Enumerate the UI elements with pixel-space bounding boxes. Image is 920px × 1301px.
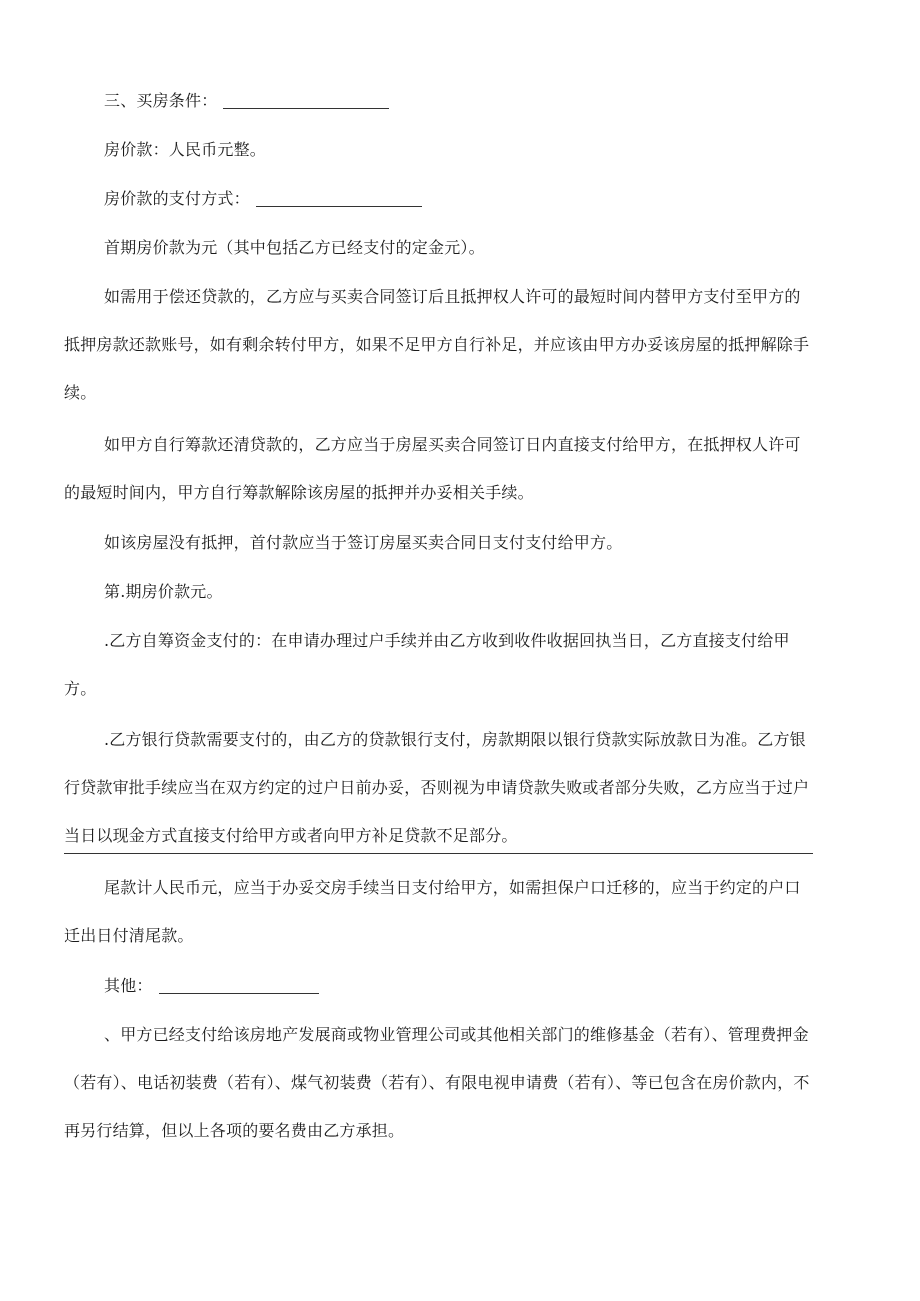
other-terms-blank <box>159 979 319 994</box>
bank-loan-paragraph: .乙方银行贷款需要支付的，由乙方的贷款银行支付，房款期限以银行贷款实际放款日为准。乙方银行贷款审批手续应当在双方约定的过户日前办妥，否则视为申请贷款失败或者部分失败，乙方应当于过户当日以现金方式直接支付给甲方或者向甲方补足贷款不足部分。 <box>64 730 810 845</box>
installment-paragraph: 第.期房价款元。 <box>104 582 223 601</box>
section-heading-purchase-conditions <box>64 77 816 125</box>
payment-method-blank <box>256 192 422 207</box>
section-heading-text: 三、买房条件： <box>104 91 218 110</box>
down-payment-paragraph: 首期房价款为元（其中包括乙方已经支付的定金元）。 <box>104 238 485 257</box>
price-paragraph: 房价款：人民币元整。 <box>104 140 267 159</box>
self-funded-repayment-paragraph: 如甲方自行筹款还清贷款的，乙方应当于房屋买卖合同签订日内直接支付给甲方，在抵押权人许可的最短时间内，甲方自行筹款解除该房屋的抵押并办妥相关手续。 <box>64 435 801 502</box>
self-funding-paragraph: .乙方自筹资金支付的：在申请办理过户手续并由乙方收到收件收据回执当日，乙方直接支付给甲方。 <box>64 631 790 698</box>
horizontal-divider <box>64 853 813 854</box>
other-terms-paragraph <box>64 962 816 1010</box>
final-payment-paragraph: 尾款计人民币元，应当于办妥交房手续当日支付给甲方，如需担保户口迁移的，应当于约定的户口迁出日付清尾款。 <box>64 878 801 945</box>
purchase-conditions-blank <box>223 94 389 109</box>
other-terms-text: 其他： <box>104 976 153 995</box>
no-mortgage-paragraph: 如该房屋没有抵押，首付款应当于签订房屋买卖合同日支付支付给甲方。 <box>104 533 623 552</box>
maintenance-fund-paragraph: 、甲方已经支付给该房地产发展商或物业管理公司或其他相关部门的维修基金（若有）、管理费押金（若有）、电话初装费（若有）、煤气初装费（若有）、有限电视申请费（若有）、等已包含在房价款内，不再另行结算，但以上各项的要名费由乙方承担。 <box>64 1025 810 1140</box>
payment-method-paragraph <box>64 175 816 223</box>
payment-method-text: 房价款的支付方式： <box>104 189 250 208</box>
loan-repayment-paragraph: 如需用于偿还贷款的，乙方应与买卖合同签订后且抵押权人许可的最短时间内替甲方支付至甲方的抵押房款还款账号，如有剩余转付甲方，如果不足甲方自行补足，并应该由甲方办妥该房屋的抵押解除手续。 <box>64 287 810 402</box>
